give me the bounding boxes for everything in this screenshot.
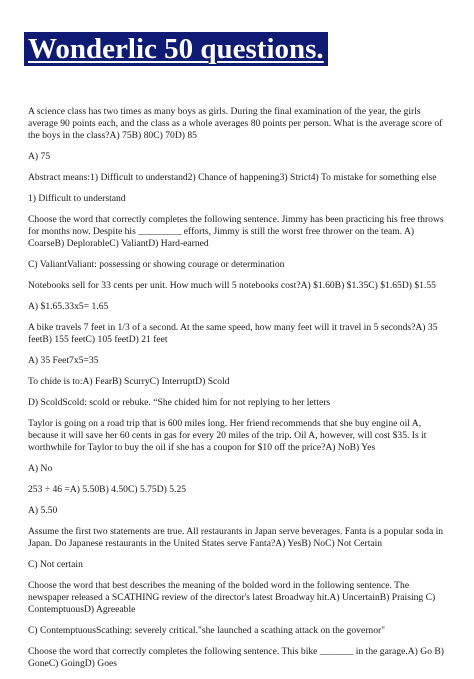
question-text: Notebooks sell for 33 cents per unit. How much will 5 notebooks cost?A) $1.60B) $1.35C) $1.65D) $1.55 [28, 280, 436, 291]
title-banner [24, 32, 328, 66]
answer-text: A) 5.50 [28, 505, 58, 516]
answer-text: C) ContemptuousScathing: severely critical."she launched a scathing attack on the governor" [28, 625, 386, 636]
answer-text: D) ScoldScold: scold or rebuke. “She chided him for not replying to her letters [28, 397, 331, 408]
question-text: Assume the first two statements are true. All restaurants in Japan serve beverages. Fanta is a popular soda in Japan. Do Japanese restaurants in the United States serve Fanta?A) YesB) NoC) Not Certain [28, 526, 444, 549]
question-text: 253 ÷ 46 =A) 5.50B) 4.50C) 5.75D) 5.25 [28, 484, 187, 495]
answer-text: A) $1.65.33x5= 1.65 [28, 301, 109, 312]
answer-text: A) No [28, 463, 53, 474]
question-text: A science class has two times as many boys as girls. During the final examination of the year, the girls average 90 points each, and the class as a whole averages 80 points per person. What is the average score of the boys in the class?A) 75B) 80C) 70D) 85 [28, 106, 443, 141]
answer-text: 1) Difficult to understand [28, 193, 126, 204]
question-text: To chide is to:A) FearB) ScurryC) InterruptD) Scold [28, 376, 230, 387]
question-text: Choose the word that correctly completes the following sentence. This bike _______ in the garage.A) Go B) GoneC) GoingD) Goes [28, 646, 444, 669]
question-text: Taylor is going on a road trip that is 600 miles long. Her friend recommends that she buy engine oil A, because it will save her 60 cents in gas for every 20 miles of the trip. Oil A, however, will cost $35. Is it worthwhile for Taylor to buy the oil if she has a coupon for $10 off the price?A) NoB) Yes [28, 418, 427, 453]
answer-text: C) ValiantValiant: possessing or showing courage or determination [28, 259, 285, 270]
question-text: A bike travels 7 feet in 1/3 of a second. At the same speed, how many feet will it travel in 5 seconds?A) 35 feetB) 155 feetC) 105 feetD) 21 feet [28, 322, 438, 345]
question-text: Choose the word that correctly completes the following sentence. Jimmy has been practicing his free throws for months now. Despite his _________ efforts, Jimmy is still the worst free thrower on the team. A) CoarseB) DeplorableC) ValiantD) Hard-earned [28, 214, 444, 249]
document-title: Wonderlic 50 questions. [28, 33, 324, 65]
document-body [28, 106, 446, 679]
question-text: Abstract means:1) Difficult to understand2) Chance of happening3) Strict4) To mistake for something else [28, 172, 437, 183]
answer-text: A) 75 [28, 151, 51, 162]
answer-text: A) 35 Feet7x5=35 [28, 355, 99, 366]
question-text: Choose the word that best describes the meaning of the bolded word in the following sentence. The newspaper released a SCATHING review of the director's latest Broadway hit.A) UncertainB) Praising C) ContemptuousD) Agreeable [28, 580, 436, 615]
answer-text: C) Not certain [28, 559, 83, 570]
